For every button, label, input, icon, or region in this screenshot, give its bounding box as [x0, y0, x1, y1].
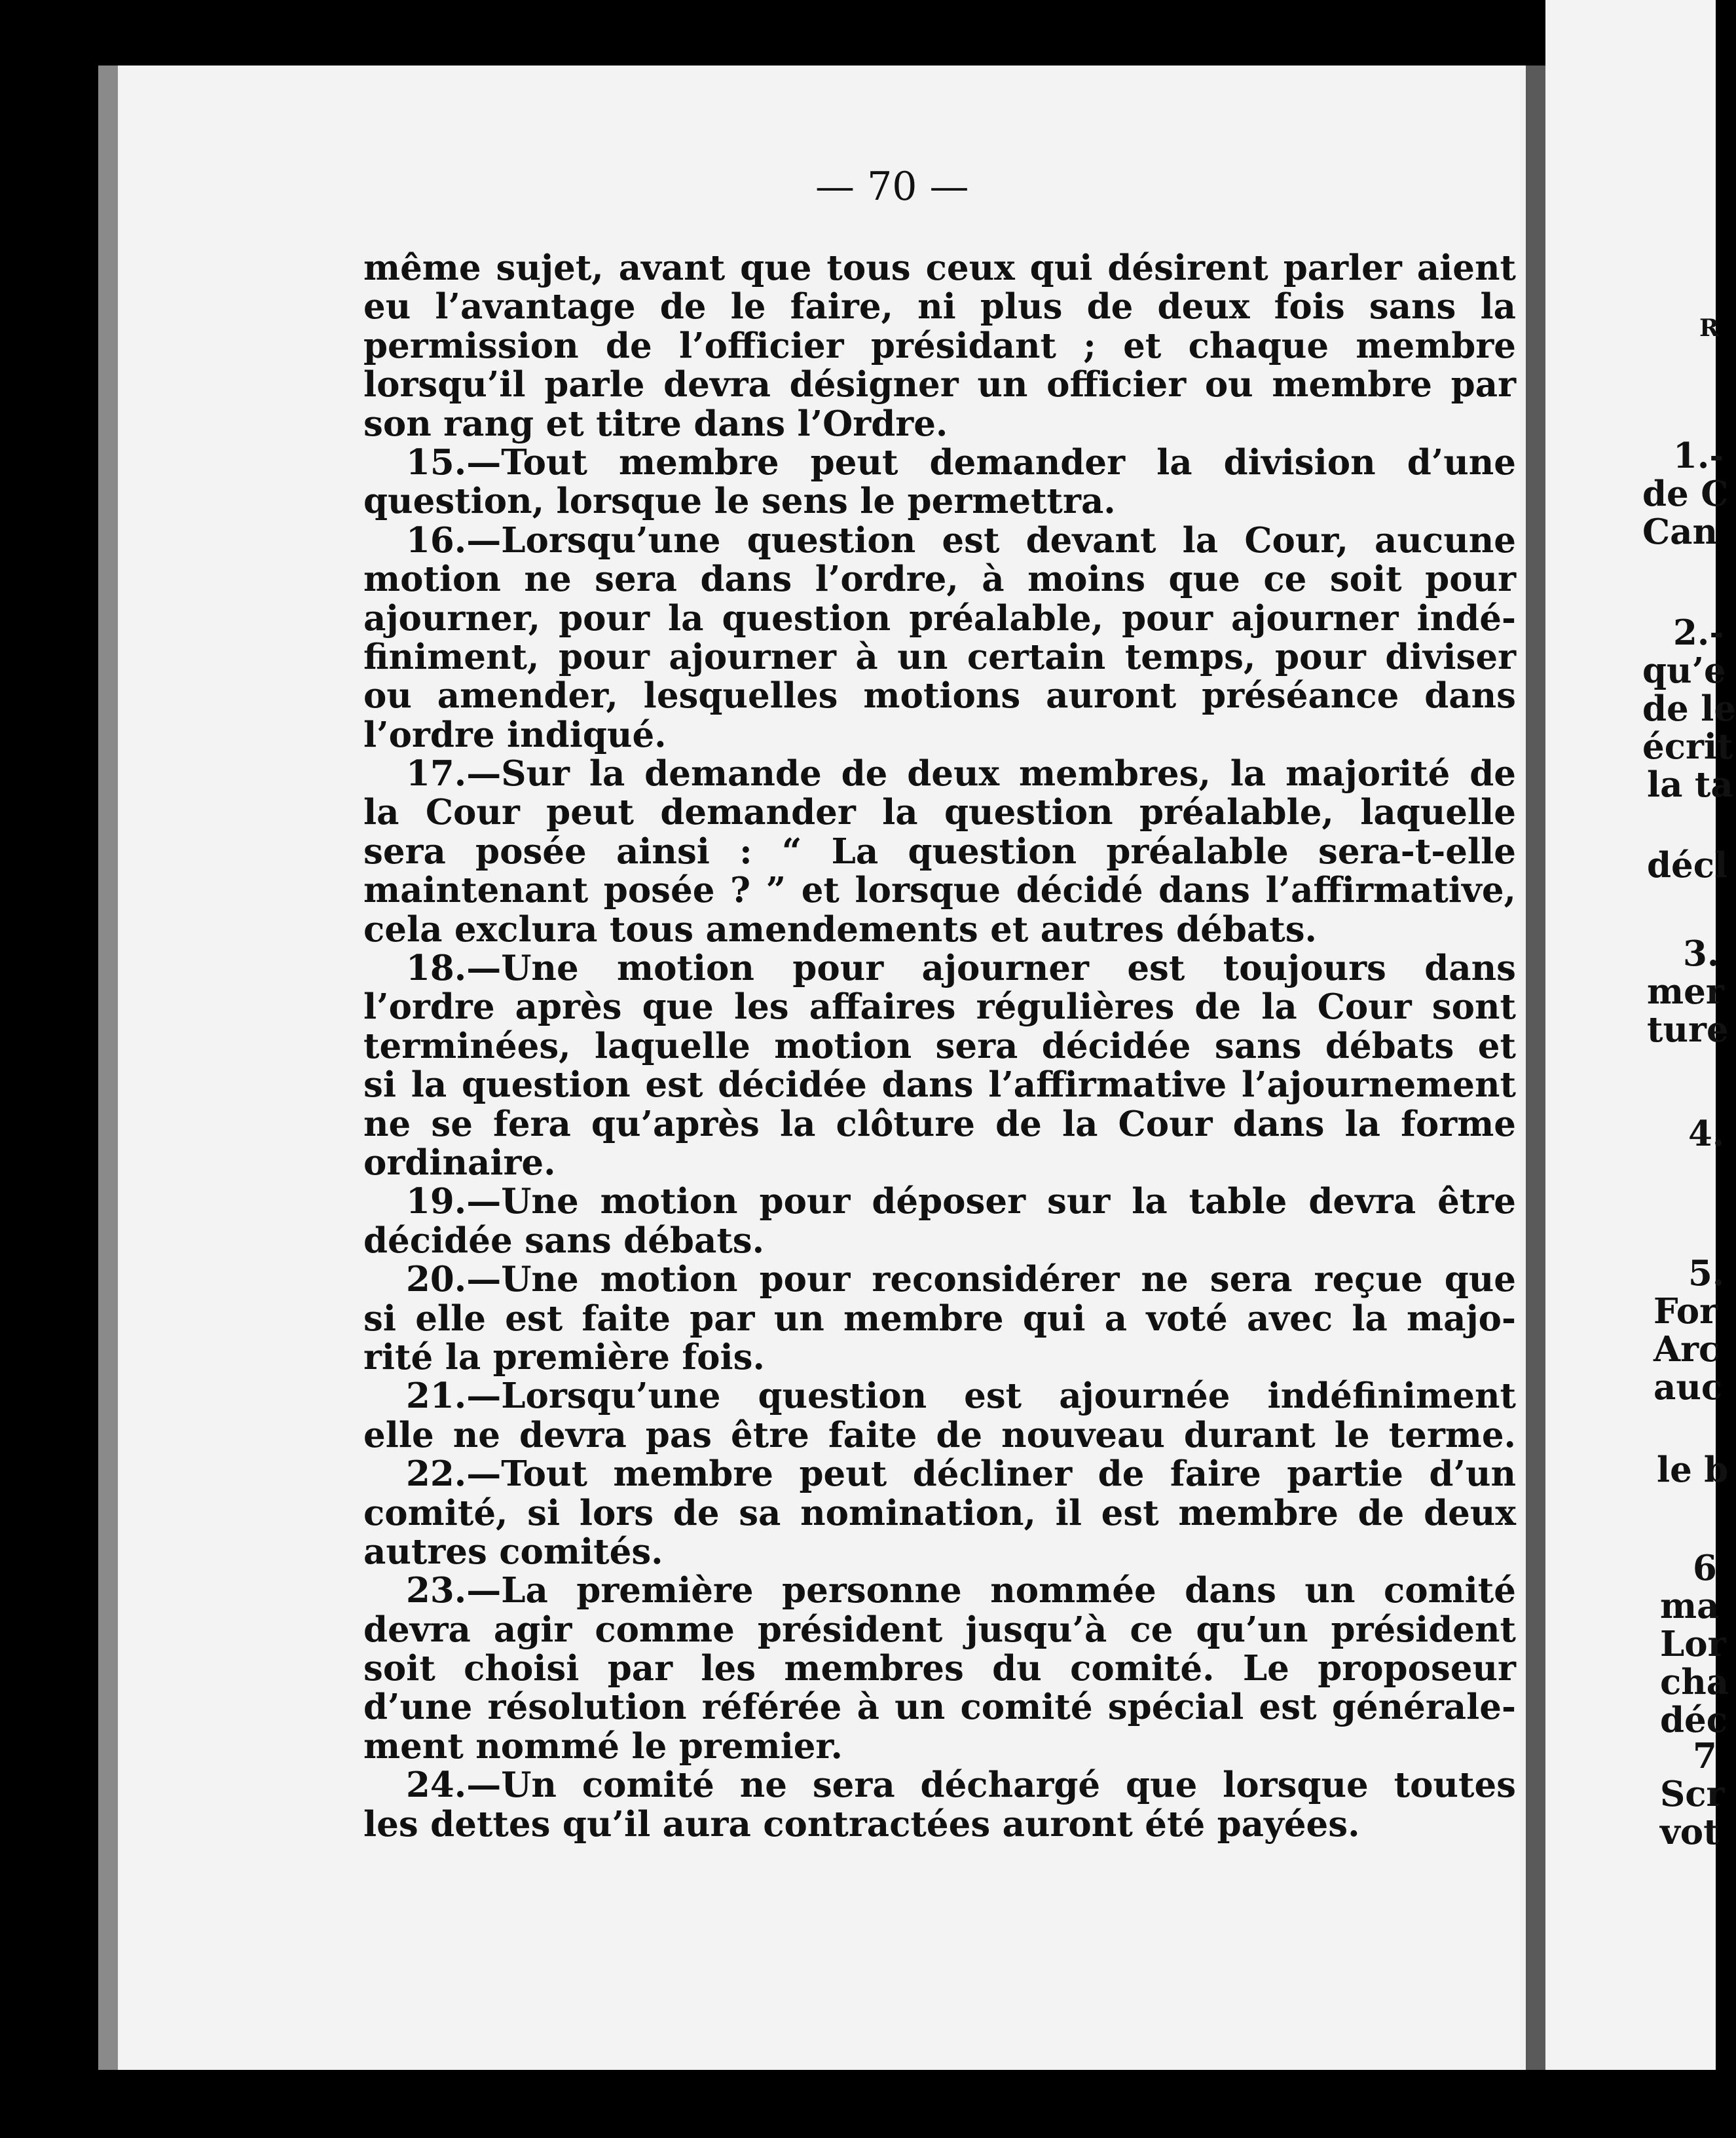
text-line: même sujet, avant que tous ceux qui désirent parler aient [363, 248, 1516, 288]
right-page-fragment: cha [1660, 1662, 1729, 1702]
text-line: l’ordre après que les affaires régulières de la Cour sont [363, 986, 1516, 1028]
text-line: lorsqu’il parle devra désigner un officier ou membre par [363, 364, 1516, 405]
right-page-fragment: 3. [1683, 933, 1720, 974]
text-line: 17.—Sur la demande de deux membres, la majorité de [406, 753, 1516, 795]
right-page-fragment: vot [1660, 1812, 1720, 1852]
right-page-fragment: le b [1657, 1450, 1729, 1490]
right-page-fragment: déc [1660, 1700, 1728, 1740]
text-line: 23.—La première personne nommée dans un comité [406, 1570, 1516, 1611]
right-page-fragment: Scr [1660, 1774, 1725, 1814]
right-page-fragment: Lor [1660, 1624, 1726, 1664]
text-line: si la question est décidée dans l’affirmative l’ajournement [363, 1064, 1516, 1106]
text-line: 16.—Lorsqu’une question est devant la Cour, aucune [406, 519, 1516, 561]
page-edge [98, 66, 118, 2070]
text-line: finiment, pour ajourner à un certain temps, pour diviser [363, 636, 1516, 677]
right-page-fragment: de C [1642, 474, 1729, 514]
body-text [363, 249, 1516, 1844]
text-line: cela exclura tous amendements et autres débats. [363, 909, 1317, 950]
text-line: terminées, laquelle motion sera décidée sans débats et [363, 1025, 1516, 1066]
left-page [98, 66, 1526, 2070]
text-line: sera posée ainsi : “ La question préalable sera-t-elle [363, 831, 1516, 872]
text-line: permission de l’officier présidant ; et chaque membre [363, 325, 1516, 366]
text-line: 15.—Tout membre peut demander la division d’une [406, 441, 1516, 483]
page-number: — 70 — [815, 164, 969, 210]
text-line: si elle est faite par un membre qui a voté avec la majo- [363, 1298, 1516, 1339]
right-page-fragment: Arc [1653, 1329, 1720, 1370]
book-gutter [1526, 66, 1545, 2070]
text-line: l’ordre indiqué. [363, 714, 667, 755]
right-page-fragment: 1.- [1673, 436, 1724, 476]
right-page-fragment: Can [1642, 512, 1718, 552]
text-line: d’une résolution référée à un comité spécial est générale- [363, 1687, 1516, 1728]
text-line: la Cour peut demander la question préalable, laquelle [363, 792, 1516, 833]
text-line: ajourner, pour la question préalable, pour ajourner indé- [363, 597, 1516, 639]
text-line: ment nommé le premier. [363, 1725, 843, 1767]
text-line: 24.—Un comité ne sera déchargé que lorsque toutes [406, 1765, 1516, 1806]
text-line: soit choisi par les membres du comité. Le proposeur [363, 1648, 1516, 1689]
right-page-fragment: 6 [1693, 1548, 1717, 1588]
text-line: ne se fera qu’après la clôture de la Cour dans la forme [363, 1103, 1516, 1144]
right-page-fragment: R [1699, 314, 1719, 342]
text-line: 22.—Tout membre peut décliner de faire partie d’un [406, 1453, 1516, 1495]
text-line: comité, si lors de sa nomination, il est membre de deux [363, 1492, 1516, 1533]
right-page-fragment: de le [1642, 688, 1736, 729]
text-line: rité la première fois. [363, 1336, 765, 1378]
right-page-fragment: 5. [1688, 1253, 1725, 1294]
text-line: 20.—Une motion pour reconsidérer ne sera reçue que [406, 1259, 1516, 1300]
text-line: ordinaire. [363, 1142, 556, 1183]
text-line: ou amender, lesquelles motions auront préséance dans [363, 675, 1516, 717]
text-line: 21.—Lorsqu’une question est ajournée indéfiniment [406, 1376, 1516, 1417]
right-page-fragment: 2.- [1673, 612, 1724, 653]
right-page-fragment: écrit [1642, 726, 1733, 767]
text-line: décidée sans débats. [363, 1220, 765, 1261]
text-line: 19.—Une motion pour déposer sur la table devra être [406, 1181, 1516, 1222]
text-line: son rang et titre dans l’Ordre. [363, 403, 948, 444]
right-page-fragment: ma [1660, 1586, 1720, 1626]
right-page-fragment: décl [1647, 845, 1728, 886]
right-page-fragment: 7 [1693, 1736, 1717, 1776]
text-line: autres comités. [363, 1531, 663, 1572]
right-page [1545, 0, 1736, 2070]
text-line: elle ne devra pas être faite de nouveau durant le terme. [363, 1414, 1516, 1455]
right-page-fragment: ture [1647, 1009, 1729, 1050]
right-page-fragment: la ta [1647, 764, 1733, 805]
text-line: les dettes qu’il aura contractées auront été payées. [363, 1803, 1360, 1845]
right-page-fragment: mer [1647, 971, 1724, 1012]
text-line: motion ne sera dans l’ordre, à moins que ce soit pour [363, 559, 1516, 600]
text-line: question, lorsque le sens le permettra. [363, 481, 1116, 522]
right-page-fragment: qu’e [1642, 650, 1726, 691]
text-line: devra agir comme président jusqu’à ce qu’un président [363, 1609, 1516, 1650]
right-page-fragment: auc [1653, 1367, 1723, 1408]
text-line: eu l’avantage de le faire, ni plus de deux fois sans la [363, 286, 1516, 328]
right-page-fragment: For [1653, 1291, 1718, 1332]
text-line: 18.—Une motion pour ajourner est toujours dans [406, 948, 1516, 989]
text-line: maintenant posée ? ” et lorsque décidé dans l’affirmative, [363, 870, 1516, 911]
right-page-fragment: 4. [1688, 1114, 1725, 1154]
